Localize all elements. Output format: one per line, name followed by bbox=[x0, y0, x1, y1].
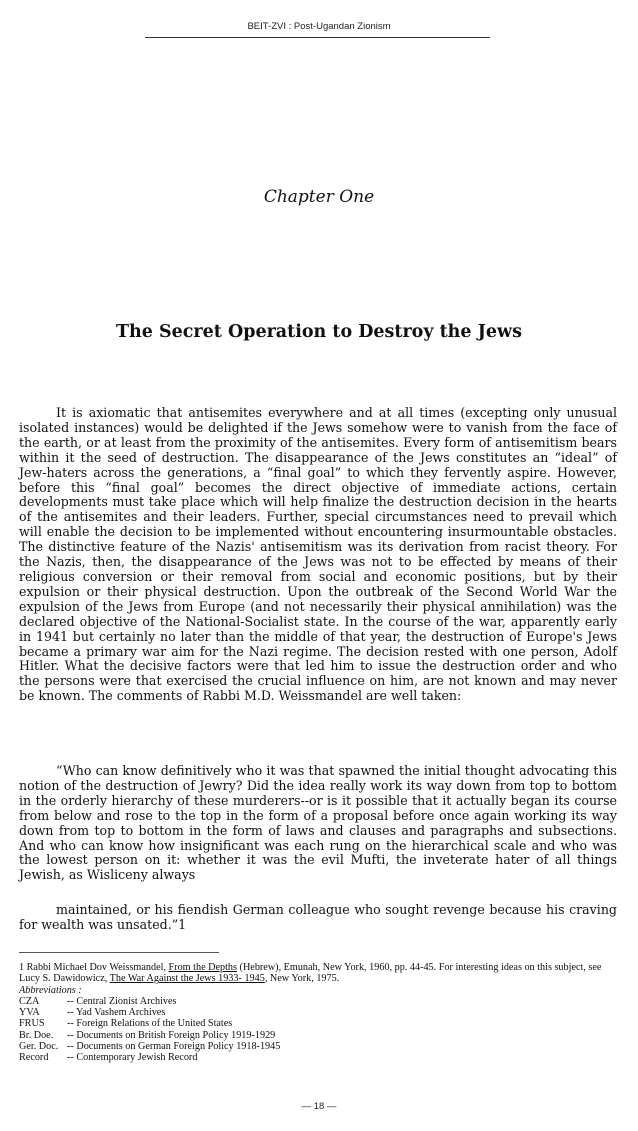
abbreviation-row bbox=[19, 1018, 619, 1029]
abbreviation-row bbox=[19, 1041, 619, 1052]
chapter-label: Chapter One bbox=[263, 187, 375, 207]
abbreviation-key: FRUS bbox=[19, 1018, 45, 1030]
abbreviation-key: Br. Doe. bbox=[19, 1029, 54, 1041]
abbreviation-value: -- Contemporary Jewish Record bbox=[67, 1052, 198, 1064]
footnote-separator bbox=[19, 952, 219, 953]
abbreviation-key: Ger. Doc. bbox=[19, 1041, 59, 1053]
abbreviation-row bbox=[19, 1030, 619, 1041]
chapter-title: The Secret Operation to Destroy the Jews bbox=[116, 322, 522, 342]
abbreviation-row bbox=[19, 1052, 619, 1063]
footnote-text: , New York, 1975. bbox=[264, 973, 340, 985]
abbreviation-value: -- Documents on British Foreign Policy 1919-1929 bbox=[67, 1029, 276, 1041]
body-paragraph-2-quote bbox=[19, 764, 617, 883]
running-header: BEIT-ZVI : Post-Ugandan Zionism bbox=[247, 21, 391, 32]
abbreviation-key: Record bbox=[19, 1052, 49, 1064]
body-paragraph-3-quote-end bbox=[19, 903, 617, 933]
footnote-text: 1 Rabbi Michael Dov Weissmandel, bbox=[19, 962, 169, 973]
paragraph-text: It is axiomatic that antisemites everywhere and at all times (excepting only unusual isolated instances) would be delighted if the Jews somehow were to vanish from the face of the earth, or at least from the proximity of the antisemites. Every form of antisemitism bears within it the seed of destruction. The disappearance of the Jews constitutes an “ideal” of Jew-haters across the generations, a “final goal” to which they fervently aspire. However, before this “final goal” becomes the direct objective of immediate actions, certain developments must take place which will help finalize the destruction decision in the hearts of the antisemites and their leaders. Further, special circumstances need to prevail which will enable the decision to be implemented without encountering insurmountable obstacles. The distinctive feature of the Nazis' antisemitism was its derivation from racist theory. For the Nazis, then, the disappearance of the Jews was not to be effected by means of their religious conversion or their removal from social and economic positions, but by their expulsion or their physical destruction. Upon the outbreak of the Second World War the expulsion of the Jews from Europe (and not necessarily their physical annihilation) was the declared objective of the National-Socialist state. In the course of the war, apparently early in 1941 but certainly no later than the middle of that year, the destruction of Europe's Jews became a primary war aim for the Nazi regime. The decision rested with one person, Adolf Hitler. What the decisive factors were that led him to issue the destruction order and who the persons were that exercised the crucial influence on him, are not known and may never be known. The comments of Rabbi M.D. Weissmandel are well taken: bbox=[19, 405, 617, 704]
footnote-text: (Hebrew), Emunah, New York, 1960, pp. 44-45. For interesting ideas on this subject, see Lucy S. Dawidowicz, bbox=[19, 962, 602, 985]
abbreviation-value: -- Foreign Relations of the United States bbox=[67, 1018, 233, 1030]
paragraph-text: “Who can know definitively who it was that spawned the initial thought advocating this notion of the destruction of Jewry? Did the idea really work its way down from top to bottom in the orderly hierarchy of these murderers--or is it possible that it actually began its course from below and rose to the top in the form of a proposal before once again working its way down from top to bottom in the form of laws and clauses and paragraphs and subsections. And who can know how insignificant was each rung on the hierarchical scale and who was the lowest person on it: whether it was the evil Mufti, the inveterate hater of all things Jewish, as Wisliceny always bbox=[19, 763, 617, 883]
footnotes bbox=[19, 962, 619, 1064]
abbreviation-value: -- Central Zionist Archives bbox=[67, 995, 177, 1007]
abbreviation-row bbox=[19, 996, 619, 1007]
paragraph-text: maintained, or his fiendish German colleague who sought revenge because his craving for wealth was unsated.”1 bbox=[19, 902, 617, 932]
body-paragraph-1 bbox=[19, 406, 617, 704]
abbreviation-row bbox=[19, 1007, 619, 1018]
abbreviation-key: CZA bbox=[19, 995, 40, 1007]
footnote-1 bbox=[19, 962, 619, 985]
abbreviation-value: -- Documents on German Foreign Policy 1918-1945 bbox=[67, 1041, 281, 1053]
abbreviation-key: YVA bbox=[19, 1007, 40, 1019]
footnote-work-title: The War Against the Jews 1933- 1945 bbox=[109, 973, 265, 985]
abbreviation-value: -- Yad Vashem Archives bbox=[67, 1007, 166, 1019]
page-number: — 18 — bbox=[301, 1101, 337, 1112]
footnote-work-title: From the Depths bbox=[168, 962, 237, 973]
header-rule bbox=[145, 37, 490, 38]
abbreviations-title: Abbreviations : bbox=[19, 984, 82, 996]
